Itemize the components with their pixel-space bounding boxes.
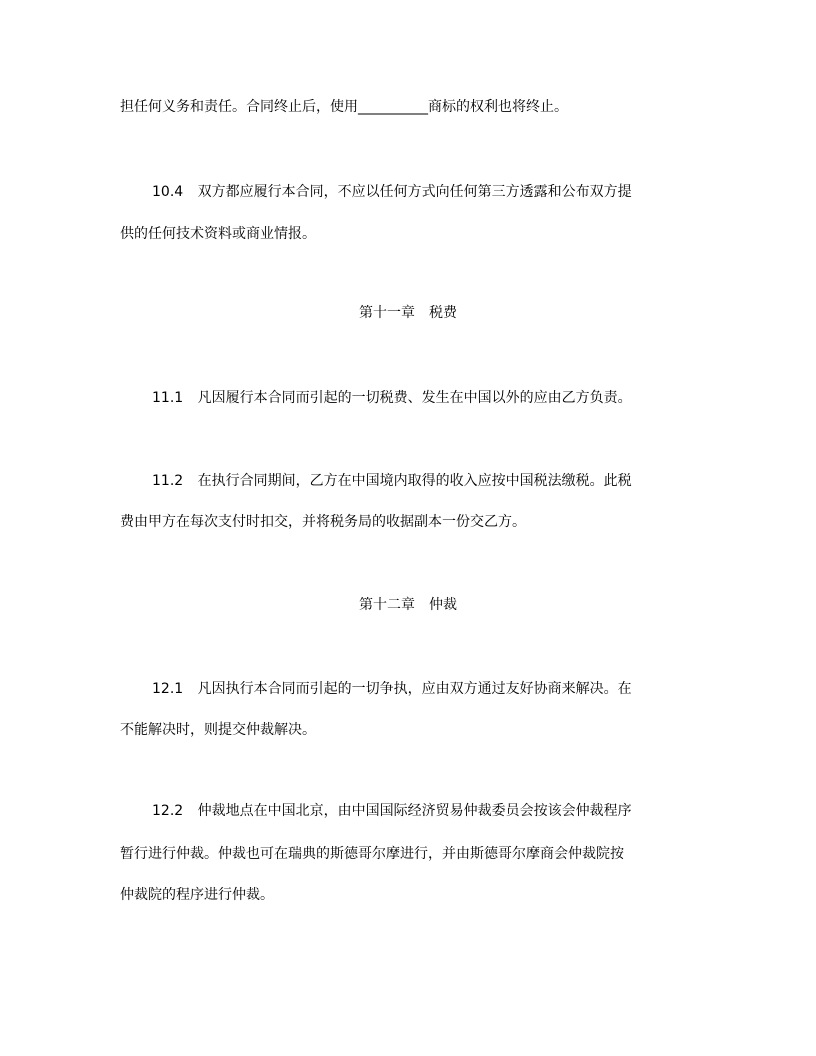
paragraph-12-1-line-1 <box>152 680 732 698</box>
paragraph-text: 仲裁院的程序进行仲裁。 <box>120 887 274 903</box>
paragraph-text: 不能解决时，则提交仲裁解决。 <box>120 722 316 738</box>
paragraph-text: 凡因履行本合同而引起的一切税费、发生在中国以外的应由乙方负责。 <box>197 390 632 406</box>
paragraph-text: 凡因执行本合同而引起的一切争执，应由双方通过友好协商来解决。在 <box>197 681 632 697</box>
paragraph-10-4-line-1 <box>152 183 732 201</box>
clause-number: 10.4 <box>152 184 184 200</box>
paragraph-11-2-line-1 <box>152 472 732 490</box>
paragraph-text: 仲裁地点在中国北京，由中国国际经济贸易仲裁委员会按该会仲裁程序 <box>197 803 632 819</box>
chapter-12-heading: 第十二章 仲裁 <box>359 597 457 613</box>
clause-number: 12.2 <box>152 803 184 819</box>
paragraph-text: 费由甲方在每次支付时扣交，并将税务局的收据副本一份交乙方。 <box>120 514 526 530</box>
paragraph-12-1-line-2 <box>120 721 700 739</box>
paragraph-10-3-continuation <box>120 98 700 116</box>
clause-number: 11.1 <box>152 390 184 406</box>
paragraph-text: 双方都应履行本合同，不应以任何方式向任何第三方透露和公布双方提 <box>197 184 632 200</box>
clause-number: 11.2 <box>152 473 184 489</box>
paragraph-10-4-line-2 <box>120 225 700 243</box>
clause-number: 12.1 <box>152 681 184 697</box>
paragraph-12-2-line-3 <box>120 886 700 904</box>
paragraph-11-2-line-2 <box>120 513 700 531</box>
paragraph-11-1-line-1 <box>152 389 732 407</box>
paragraph-text: 在执行合同期间，乙方在中国境内取得的收入应按中国税法缴税。此税 <box>197 473 632 489</box>
paragraph-text: 供的任何技术资料或商业情报。 <box>120 226 316 242</box>
paragraph-12-2-line-2 <box>120 845 700 863</box>
chapter-11-heading: 第十一章 税费 <box>359 305 457 321</box>
paragraph-text: 暂行进行仲裁。仲裁也可在瑞典的斯德哥尔摩进行，并由斯德哥尔摩商会仲裁院按 <box>120 846 624 862</box>
paragraph-text: 担任何义务和责任。合同终止后，使用__________商标的权利也将终止。 <box>120 99 568 115</box>
paragraph-12-2-line-1 <box>152 802 732 820</box>
